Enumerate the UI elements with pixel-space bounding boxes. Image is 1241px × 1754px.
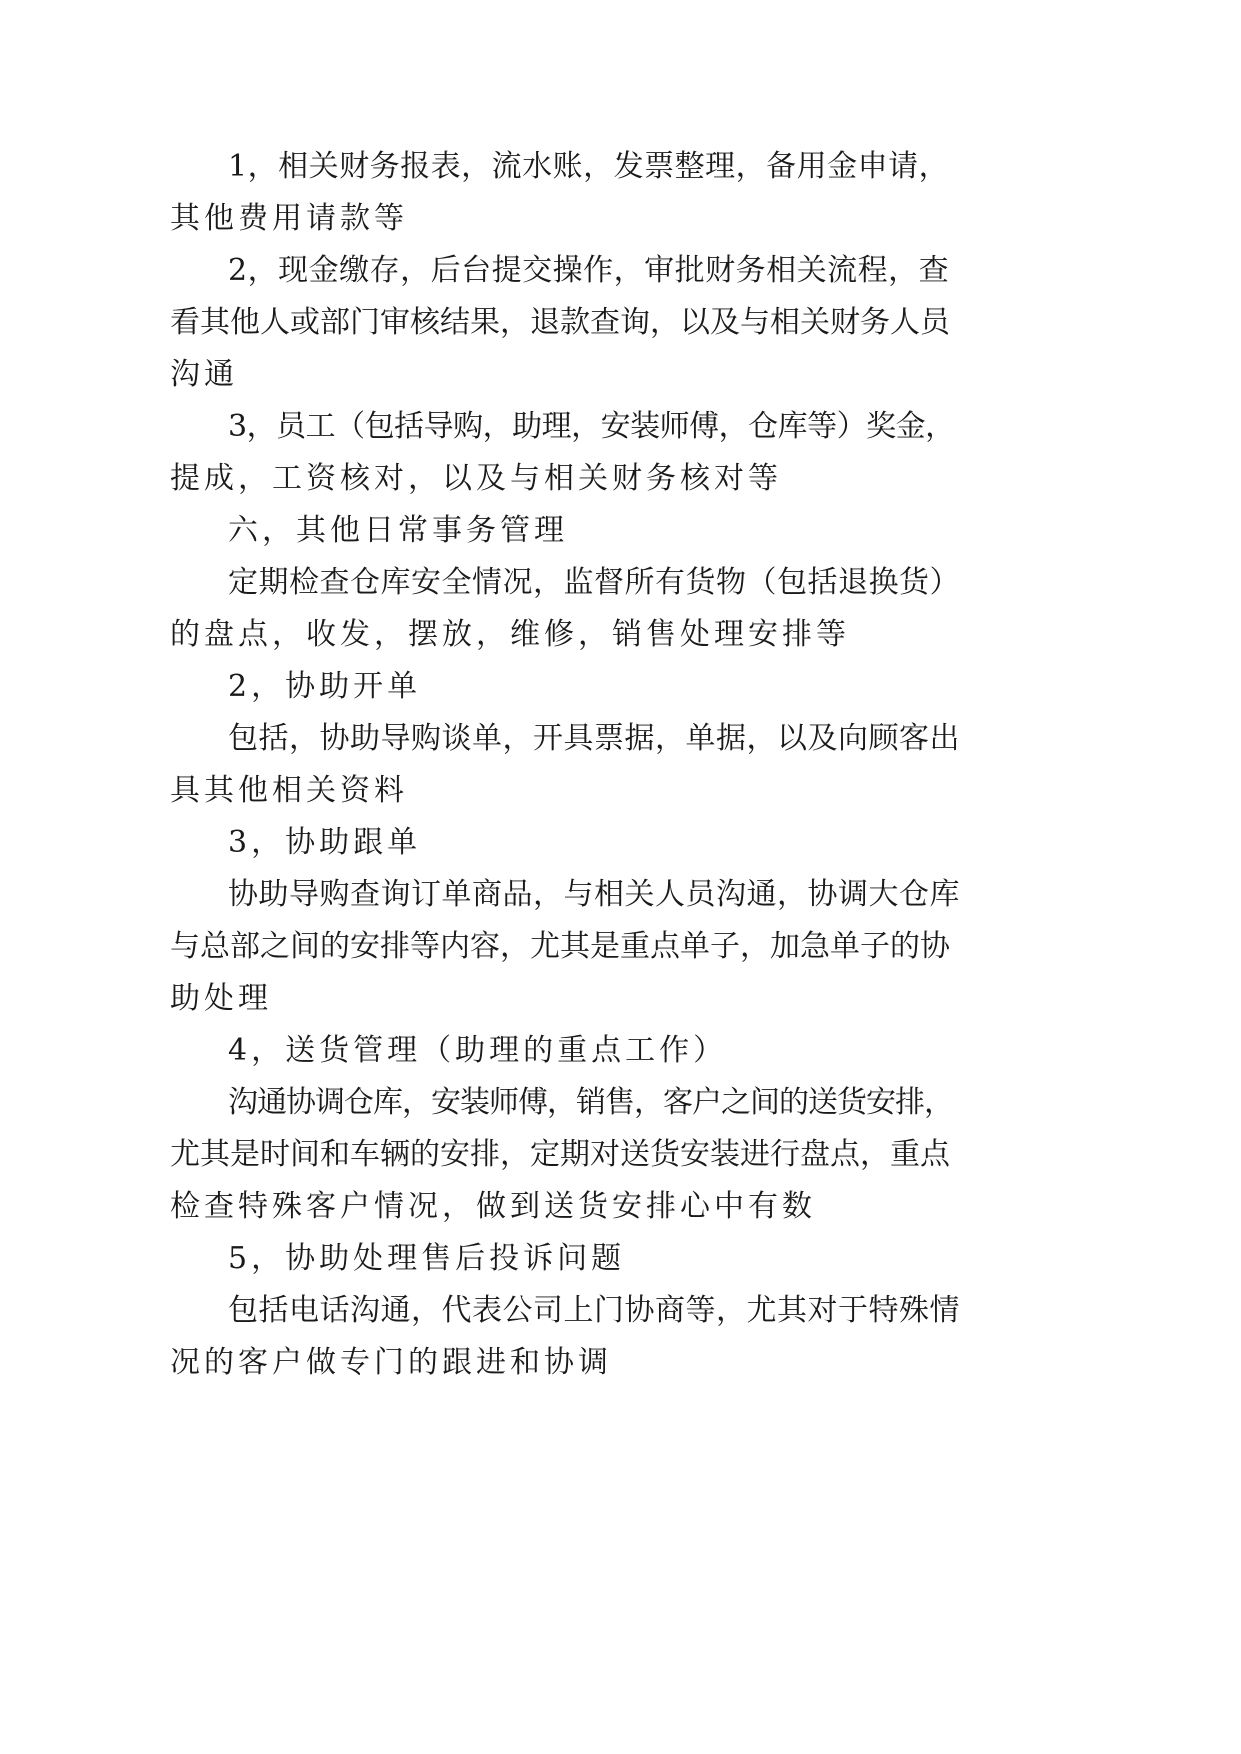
text-line: 与总部之间的安排等内容，尤其是重点单子，加急单子的协 bbox=[170, 929, 950, 964]
text-line: 包括电话沟通，代表公司上门协商等，尤其对于特殊情 bbox=[228, 1293, 960, 1328]
text-line: 助处理 bbox=[170, 981, 272, 1016]
item-heading: 5，协助处理售后投诉问题 bbox=[228, 1241, 626, 1276]
text-line: 检查特殊客户情况，做到送货安排心中有数 bbox=[170, 1189, 816, 1224]
text-line: 看其他人或部门审核结果，退款查询，以及与相关财务人员 bbox=[170, 305, 950, 340]
section-heading: 六，其他日常事务管理 bbox=[228, 513, 568, 548]
text-line: 沟通 bbox=[170, 357, 238, 392]
text-line: 包括，协助导购谈单，开具票据，单据，以及向顾客出 bbox=[228, 721, 960, 756]
text-line: 3，员工（包括导购，助理，安装师傅，仓库等）奖金， bbox=[228, 409, 955, 444]
item-heading: 3，协助跟单 bbox=[228, 825, 422, 860]
text-line: 况的客户做专门的跟进和协调 bbox=[170, 1345, 612, 1380]
text-line: 提成，工资核对，以及与相关财务核对等 bbox=[170, 461, 782, 496]
text-line: 协助导购查询订单商品，与相关人员沟通，协调大仓库 bbox=[228, 877, 960, 912]
text-line: 的盘点，收发，摆放，维修，销售处理安排等 bbox=[170, 617, 850, 652]
text-line: 具其他相关资料 bbox=[170, 773, 408, 808]
text-line: 2，现金缴存，后台提交操作，审批财务相关流程，查 bbox=[228, 253, 950, 288]
item-heading: 2，协助开单 bbox=[228, 669, 422, 704]
text-line: 其他费用请款等 bbox=[170, 201, 408, 236]
text-line: 1，相关财务报表，流水账，发票整理，备用金申请， bbox=[228, 149, 950, 184]
item-heading: 4，送货管理（助理的重点工作） bbox=[228, 1033, 728, 1068]
text-line: 尤其是时间和车辆的安排，定期对送货安装进行盘点，重点 bbox=[170, 1137, 950, 1172]
text-line: 沟通协调仓库，安装师傅，销售，客户之间的送货安排， bbox=[228, 1085, 953, 1120]
text-line: 定期检查仓库安全情况，监督所有货物（包括退换货） bbox=[228, 565, 960, 600]
